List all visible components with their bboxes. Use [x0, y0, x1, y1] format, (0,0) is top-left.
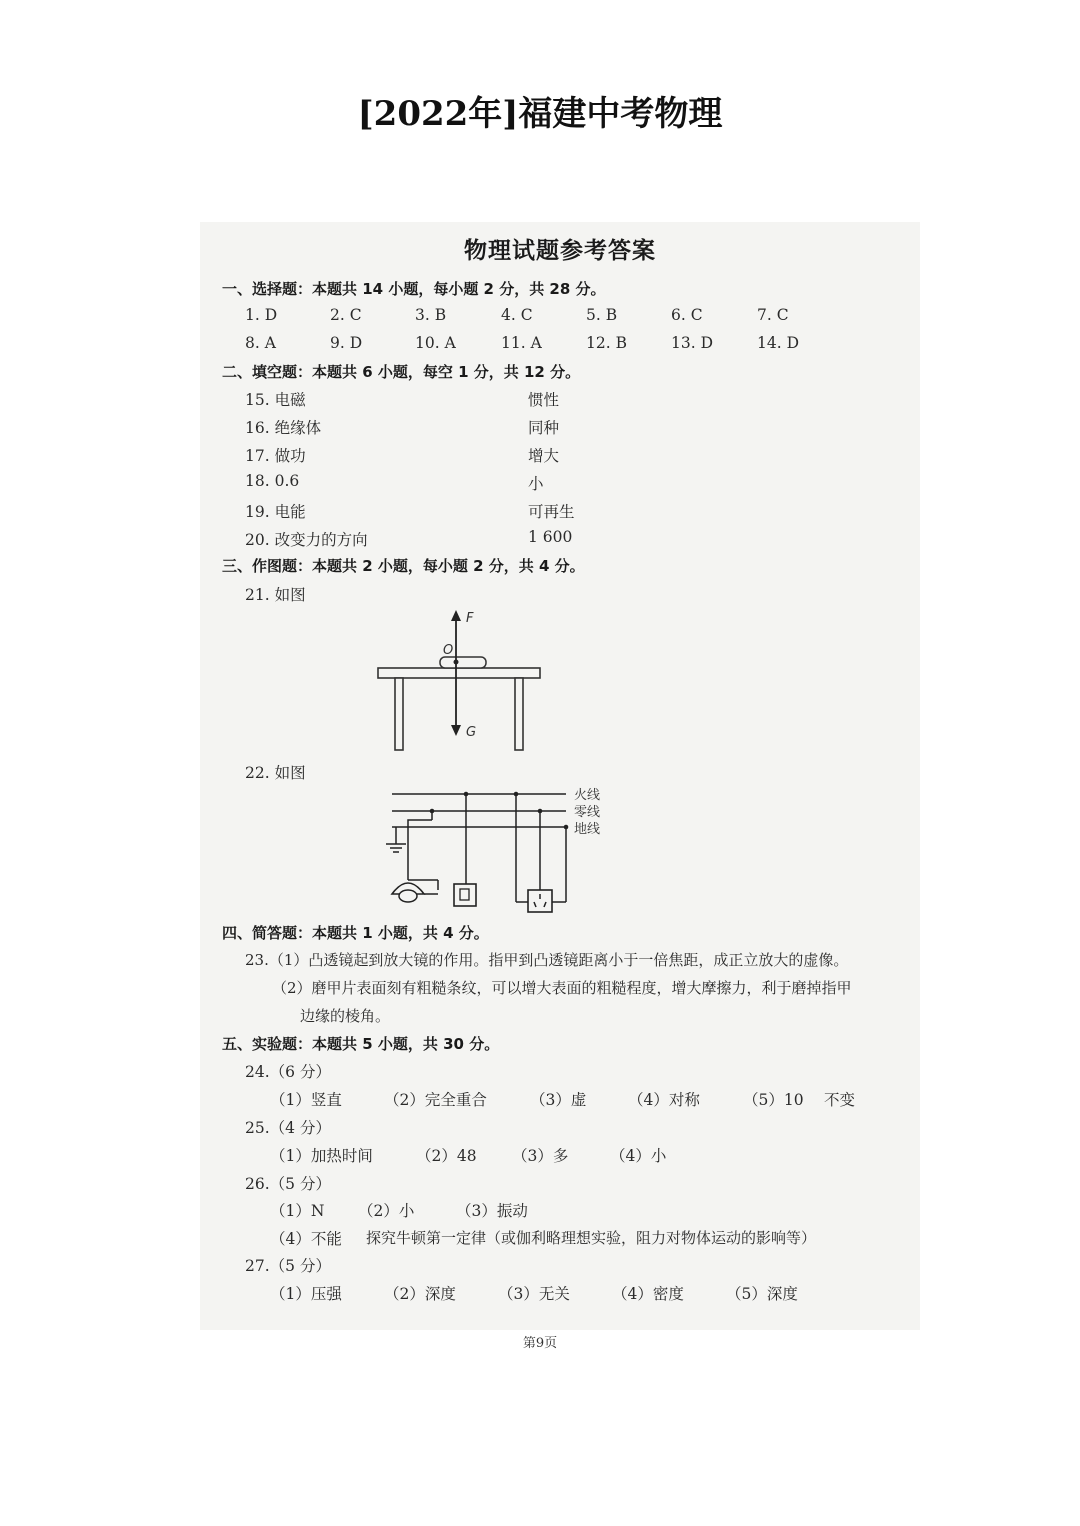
fill-answer-right: 小 — [528, 475, 544, 493]
lamp-icon — [392, 883, 424, 902]
fill-answer-left: 17. 做功 — [245, 447, 306, 465]
page-number: 第9页 — [522, 1336, 558, 1351]
choice-answer: 7. C — [757, 306, 789, 324]
section2-header: 二、填空题：本题共 6 小题，每空 1 分，共 12 分。 — [222, 363, 581, 381]
q24-answer: 不变 — [824, 1091, 856, 1109]
q26-answer: （2）小 — [358, 1202, 415, 1220]
choice-answer: 9. D — [330, 334, 363, 352]
q27-answer: （5）深度 — [726, 1285, 798, 1303]
section3-header: 三、作图题：本题共 2 小题，每小题 2 分，共 4 分。 — [222, 557, 585, 575]
table-leg-left — [395, 678, 403, 750]
section4-header: 四、简答题：本题共 1 小题，共 4 分。 — [222, 924, 489, 942]
q25-answer: （2）48 — [416, 1147, 477, 1165]
table-leg-right — [515, 678, 523, 750]
q24-answer: （3）虚 — [530, 1091, 587, 1109]
fill-answer-left: 16. 绝缘体 — [245, 419, 322, 437]
q23-line1: 23.（1）凸透镜起到放大镜的作用。指甲到凸透镜距离小于一倍焦距，成正立放大的虚像。 — [245, 951, 849, 969]
fill-answer-left: 15. 电磁 — [245, 391, 306, 409]
section5-header: 五、实验题：本题共 5 小题，共 30 分。 — [222, 1035, 500, 1053]
ground-label: 地线 — [574, 822, 601, 837]
arrow-up-icon — [451, 610, 461, 621]
fill-answer-right: 同种 — [528, 419, 560, 437]
q27-answer: （2）深度 — [384, 1285, 456, 1303]
fill-answer-left: 19. 电能 — [245, 503, 306, 521]
q25-answer: （4）小 — [610, 1147, 667, 1165]
choice-answer: 2. C — [330, 306, 362, 324]
document-title: [2022年]福建中考物理 — [357, 94, 723, 134]
object-on-table — [440, 657, 486, 668]
choice-answer: 8. A — [245, 334, 276, 352]
live-label: 火线 — [574, 788, 601, 803]
fill-answer-right: 可再生 — [528, 503, 575, 521]
neutral-label: 零线 — [574, 805, 601, 820]
choice-answer: 11. A — [501, 334, 542, 352]
label-G: G — [466, 725, 477, 740]
q27-answer: （4）密度 — [612, 1285, 684, 1303]
q21-label: 21. 如图 — [245, 586, 306, 604]
choice-answer: 12. B — [586, 334, 627, 352]
choice-answer: 1. D — [245, 306, 278, 324]
switch-icon — [454, 884, 476, 906]
q24-answer: （2）完全重合 — [384, 1091, 487, 1109]
choice-answer: 3. B — [415, 306, 447, 324]
q27-answer: （1）压强 — [270, 1285, 342, 1303]
q26-answer: （3）振动 — [456, 1202, 528, 1220]
fill-answer-right: 1 600 — [528, 528, 573, 546]
fill-answer-left: 18. 0.6 — [245, 472, 300, 490]
label-O: O — [443, 643, 454, 658]
q26-answer: （4）不能 — [270, 1230, 342, 1248]
q23-line2: （2）磨甲片表面刻有粗糙条纹，可以增大表面的粗糙程度，增大摩擦力，利于磨掉指甲 — [272, 979, 852, 997]
q25-answer: （3）多 — [512, 1147, 569, 1165]
fill-answer-right: 惯性 — [528, 391, 560, 409]
q25-answer: （1）加热时间 — [270, 1147, 373, 1165]
label-F: F — [466, 611, 474, 626]
choice-answer: 14. D — [757, 334, 800, 352]
q26-answer: （1）N — [270, 1202, 325, 1220]
q24-answer: （5）10 — [743, 1091, 804, 1109]
q22-label: 22. 如图 — [245, 764, 306, 782]
q23-line3: 边缘的棱角。 — [300, 1007, 391, 1025]
q24-label: 24.（6 分） — [245, 1063, 331, 1081]
q27-answer: （3）无关 — [498, 1285, 570, 1303]
pivot-point — [454, 660, 459, 665]
earth-ground-icon — [386, 844, 406, 852]
q27-label: 27.（5 分） — [245, 1257, 331, 1275]
socket-icon — [528, 890, 552, 912]
q26-answer: 探究牛顿第一定律（或伽利略理想实验，阻力对物体运动的影响等） — [366, 1229, 817, 1247]
q24-answer: （1）竖直 — [270, 1091, 342, 1109]
choice-answer: 6. C — [671, 306, 703, 324]
fig22-circuit-diagram — [378, 784, 638, 914]
arrow-down-icon — [451, 725, 461, 736]
q26-label: 26.（5 分） — [245, 1175, 331, 1193]
fill-answer-left: 20. 改变力的方向 — [245, 531, 368, 549]
choice-answer: 13. D — [671, 334, 714, 352]
choice-answer: 5. B — [586, 306, 618, 324]
answer-sheet-scan — [200, 222, 920, 1330]
fig21-force-diagram — [370, 604, 550, 754]
section1-header: 一、选择题：本题共 14 小题，每小题 2 分，共 28 分。 — [222, 280, 606, 298]
q25-label: 25.（4 分） — [245, 1119, 331, 1137]
tabletop — [378, 668, 540, 678]
choice-answer: 4. C — [501, 306, 533, 324]
fill-answer-right: 增大 — [528, 447, 560, 465]
choice-answer: 10. A — [415, 334, 456, 352]
q24-answer: （4）对称 — [628, 1091, 700, 1109]
answer-title: 物理试题参考答案 — [464, 238, 656, 264]
